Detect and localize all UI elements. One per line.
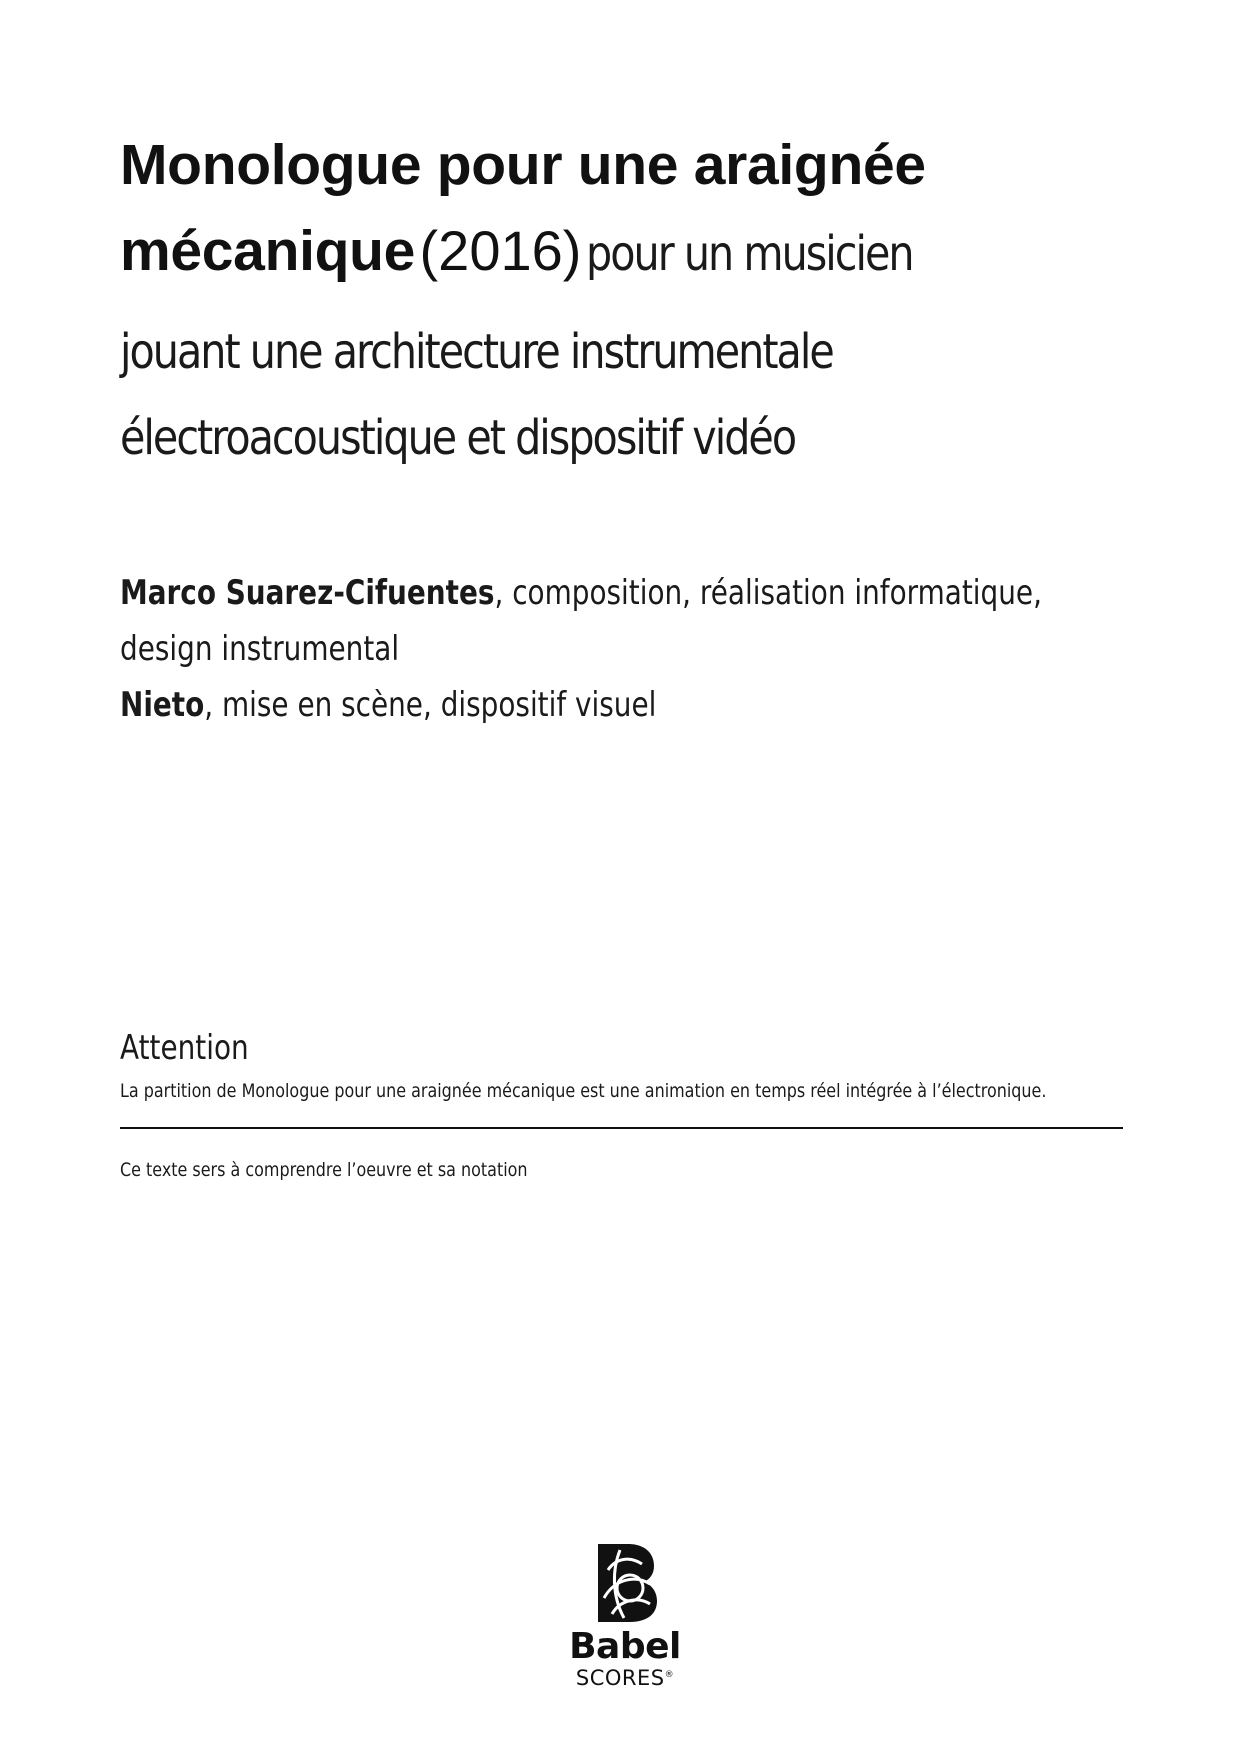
composer-roles: , composition, réalisation informatique,	[494, 573, 1042, 613]
title-year: (2016)	[419, 219, 582, 282]
credit-line-1	[120, 565, 1042, 621]
registered-mark: ®	[664, 1670, 675, 1680]
attention-section	[120, 1025, 1120, 1105]
divider-rule	[120, 1127, 1123, 1129]
title-line-4: électroacoustique et dispositif vidéo	[120, 410, 796, 466]
babel-scores-logo-icon	[590, 1540, 660, 1624]
title-line-2-subtitle: pour un musicien	[585, 226, 913, 282]
logo-subtitle	[560, 1664, 690, 1689]
credit-line-2: design instrumental	[120, 629, 400, 669]
logo-subtitle-text: SCORES	[575, 1666, 665, 1690]
director-roles: , mise en scène, dispositif visuel	[204, 685, 657, 725]
credit-line-3	[120, 677, 956, 733]
composer-name: Marco Suarez-Cifuentes	[120, 573, 495, 613]
note-text: Ce texte sers à comprendre l’oeuvre et sa notation	[120, 1159, 528, 1181]
director-name: Nieto	[120, 685, 205, 725]
title-line-2-bold: mécanique	[120, 219, 416, 283]
title-line-3: jouant une architecture instrumentale	[120, 324, 833, 380]
attention-heading: Attention	[120, 1028, 249, 1068]
credits	[120, 565, 1140, 733]
babel-scores-logo	[560, 1540, 690, 1700]
title-line-2	[120, 208, 1120, 309]
work-title	[120, 122, 1120, 481]
logo-word: Babel	[569, 1626, 681, 1667]
attention-text: La partition de Monologue pour une araignée mécanique est une animation en temps réel intégrée à l’électronique.	[120, 1080, 1047, 1102]
title-line-1: Monologue pour une araignée	[120, 133, 926, 197]
